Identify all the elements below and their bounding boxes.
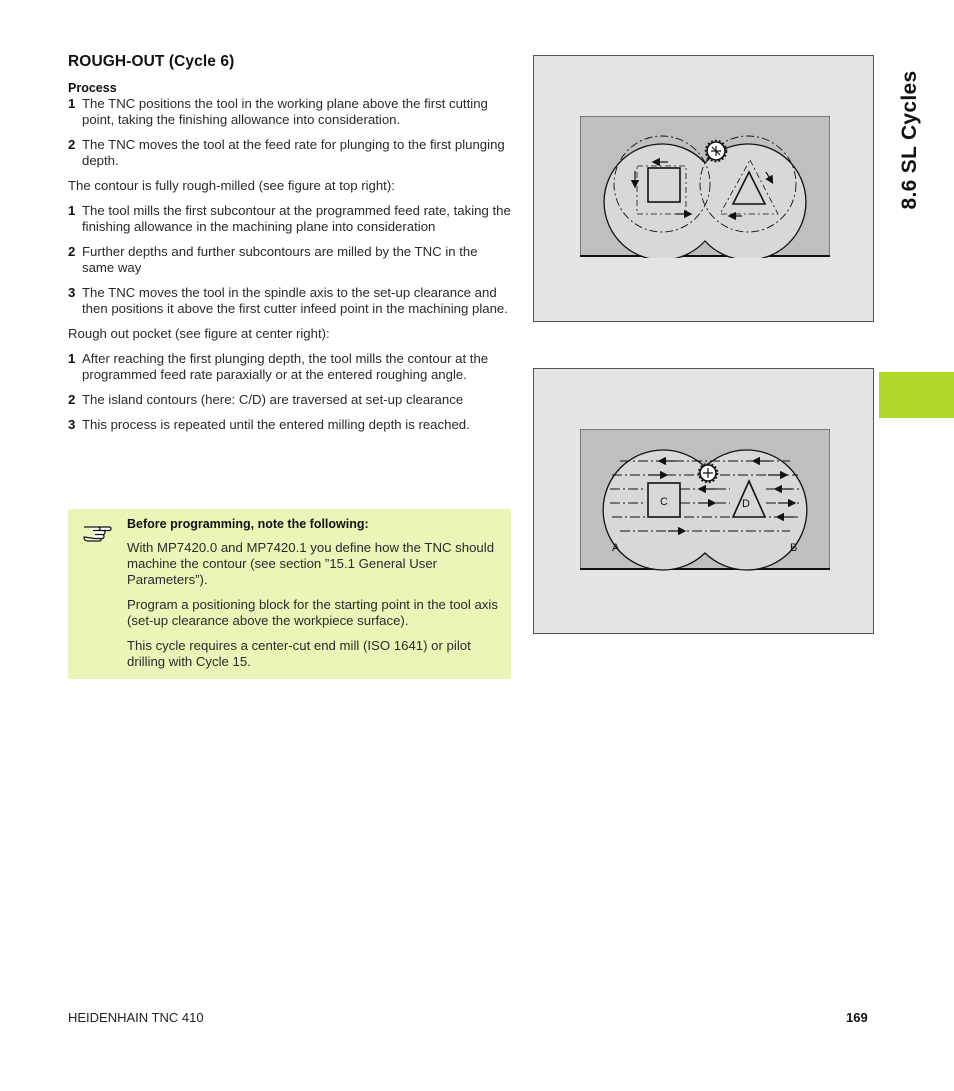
rough-intro: The contour is fully rough-milled (see figure at top right):	[68, 178, 395, 193]
milling-cutter-icon	[706, 141, 727, 162]
note-box	[68, 509, 511, 679]
chapter-tab	[879, 372, 954, 418]
chapter-sidebar	[880, 60, 940, 220]
note-content	[127, 516, 502, 679]
section-title: ROUGH-OUT (Cycle 6)	[68, 53, 235, 70]
process-heading: Process	[68, 81, 117, 95]
contour-drawing	[580, 116, 830, 258]
note-paragraph: This cycle requires a center-cut end mill (ISO 1641) or pilot drilling with Cycle 15.	[127, 638, 471, 669]
figure-pocket-roughout	[533, 368, 874, 634]
pocket-drawing	[580, 429, 830, 571]
list-item: 1 The TNC positions the tool in the working plane above the first cutting point, taking the finishing allowance into consideration.	[68, 96, 488, 127]
point-a-label: A	[612, 542, 620, 554]
note-heading: Before programming, note the following:	[127, 517, 369, 531]
footer-product: HEIDENHAIN TNC 410	[68, 1010, 204, 1025]
island-d-label: D	[742, 498, 750, 510]
process-column	[68, 80, 512, 442]
note-paragraph: Program a positioning block for the starting point in the tool axis (set-up clearance above the workpiece surface).	[127, 597, 498, 628]
figure-contour-roughing	[533, 55, 874, 322]
island-c-label: C	[660, 496, 668, 508]
list-item: 2 Further depths and further subcontours are milled by the TNC in the same way	[68, 244, 478, 275]
list-item: 1 After reaching the first plunging depth, the tool mills the contour at the programmed feed rate paraxially or at the entered roughing angle.	[68, 351, 489, 382]
page-number: 169	[846, 1010, 868, 1025]
list-item: 1 The tool mills the first subcontour at the programmed feed rate, taking the finishing allowance in the machining plane into consideration	[68, 203, 511, 234]
pocket-intro: Rough out pocket (see figure at center right):	[68, 326, 330, 341]
note-paragraph: With MP7420.0 and MP7420.1 you define how the TNC should machine the contour (see section ”15.1 General User Parameters”).	[127, 540, 495, 587]
chapter-title: 8.6 SL Cycles	[898, 70, 921, 210]
point-b-label: B	[790, 542, 798, 554]
list-item: 3 This process is repeated until the entered milling depth is reached.	[68, 417, 470, 432]
list-item: 2 The island contours (here: C/D) are traversed at set-up clearance	[68, 392, 464, 407]
pointing-hand-icon	[82, 518, 112, 542]
list-item: 3 The TNC moves the tool in the spindle axis to the set-up clearance and then positions it above the first cutter infeed point in the machining plane.	[68, 285, 508, 316]
list-item: 2 The TNC moves the tool at the feed rate for plunging to the first plunging depth.	[68, 137, 505, 168]
